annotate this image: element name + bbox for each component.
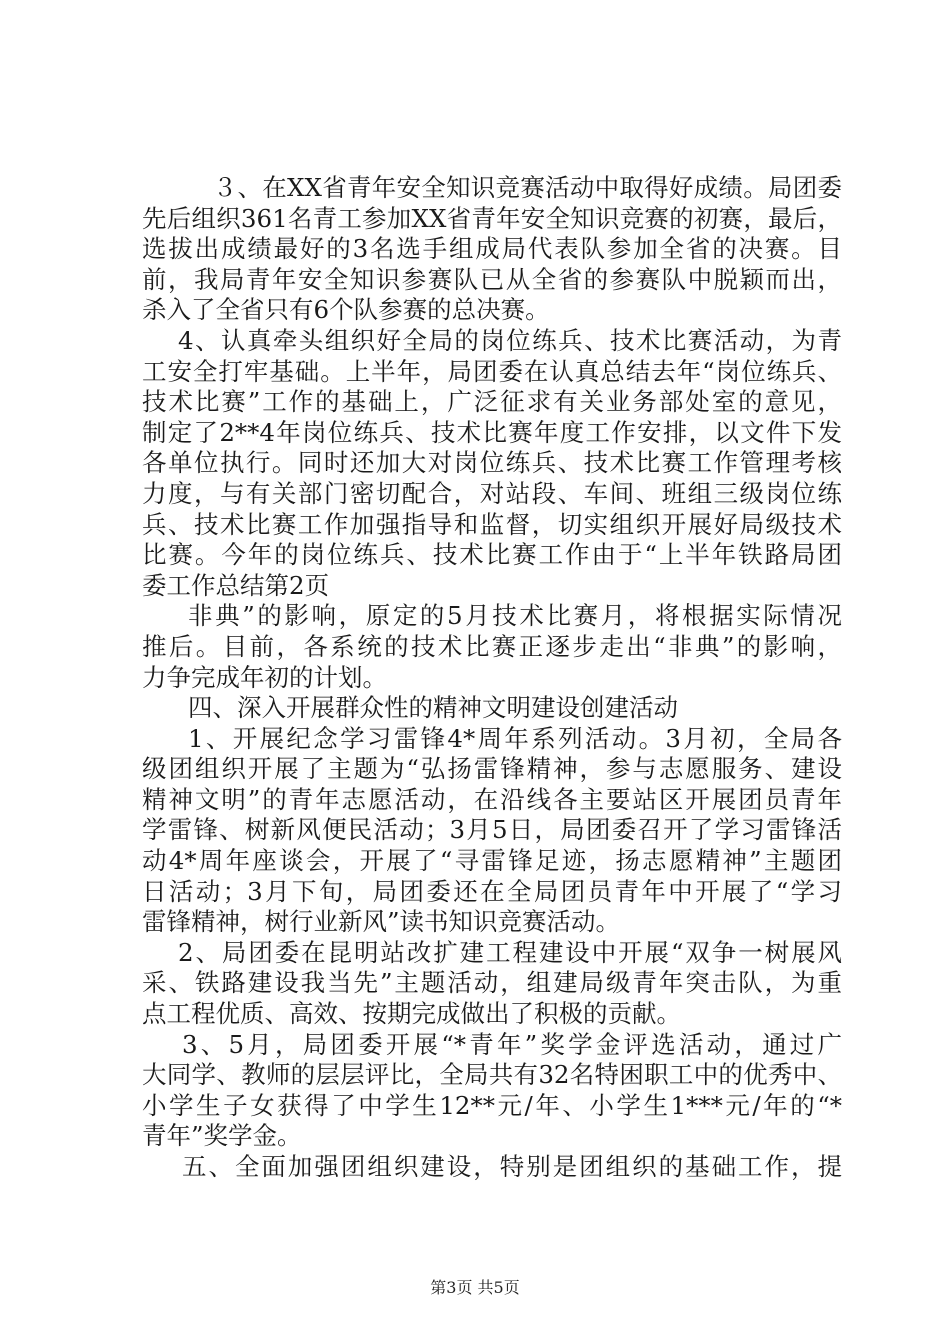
- text-line: 精神文明”的青年志愿活动，在沿线各主要站区开展团员青年: [142, 784, 842, 814]
- text-line: 4、认真牵头组织好全局的岗位练兵、技术比赛活动，为青: [178, 325, 842, 355]
- text-line: 级团组织开展了主题为“弘扬雷锋精神，参与志愿服务、建设: [142, 754, 842, 784]
- text-line: 1、开展纪念学习雷锋4*周年系列活动。3月初，全局各: [188, 723, 842, 753]
- page-footer: 第3页 共5页: [430, 1278, 520, 1297]
- text-line: 杀入了全省只有6个队参赛的总决赛。: [142, 295, 550, 325]
- document-body: [142, 173, 842, 1183]
- text-line: 委工作总结第2页: [142, 570, 330, 600]
- text-line: 制定了2**4年岗位练兵、技术比赛年度工作安排，以文件下发: [142, 417, 842, 447]
- text-line: 力争完成年初的计划。: [142, 662, 387, 692]
- text-line: 青年”奖学金。: [142, 1121, 302, 1151]
- text-line: ３、在XX省青年安全知识竞赛活动中取得好成绩。局团委: [188, 173, 842, 202]
- text-line: 比赛。今年的岗位练兵、技术比赛工作由于“上半年铁路局团: [142, 540, 842, 570]
- text-line: 采、铁路建设我当先”主题活动，组建局级青年突击队，为重: [142, 968, 842, 998]
- text-line: 四、深入开展群众性的精神文明建设创建活动: [188, 693, 678, 723]
- text-line: 大同学、教师的层层评比，全局共有32名特困职工中的优秀中、: [142, 1060, 842, 1090]
- text-line: 前，我局青年安全知识参赛队已从全省的参赛队中脱颖而出，: [142, 264, 842, 294]
- text-line: 兵、技术比赛工作加强指导和监督，切实组织开展好局级技术: [142, 509, 842, 539]
- text-line: 动4*周年座谈会，开展了“寻雷锋足迹，扬志愿精神”主题团: [142, 846, 842, 876]
- text-line: 雷锋精神，树行业新风”读书知识竞赛活动。: [142, 907, 621, 937]
- text-line: 选拔出成绩最好的3名选手组成局代表队参加全省的决赛。目: [142, 234, 842, 264]
- text-line: 学雷锋、树新风便民活动；3月5日，局团委召开了学习雷锋活: [142, 815, 842, 845]
- text-line: 非典”的影响，原定的5月技术比赛月，将根据实际情况: [188, 601, 842, 631]
- text-line: 点工程优质、高效、按期完成做出了积极的贡献。: [142, 999, 681, 1029]
- text-line: 先后组织361名青工参加XX省青年安全知识竞赛的初赛，最后，: [142, 203, 842, 233]
- text-line: 各单位执行。同时还加大对岗位练兵、技术比赛工作管理考核: [142, 448, 842, 478]
- text-line: 2、局团委在昆明站改扩建工程建设中开展“双争一树展风: [178, 937, 842, 967]
- text-line: 五、全面加强团组织建设，特别是团组织的基础工作，提: [182, 1152, 842, 1181]
- text-line: 力度，与有关部门密切配合，对站段、车间、班组三级岗位练: [142, 478, 842, 508]
- text-line: 推后。目前，各系统的技术比赛正逐步走出“非典”的影响，: [142, 631, 842, 661]
- text-line: 日活动；3月下旬，局团委还在全局团员青年中开展了“学习: [142, 876, 842, 906]
- text-line: 小学生子女获得了中学生12**元/年、小学生1***元/年的“*: [142, 1090, 842, 1120]
- text-line: 工安全打牢基础。上半年，局团委在认真总结去年“岗位练兵、: [142, 356, 842, 386]
- text-line: 3、5月，局团委开展“*青年”奖学金评选活动，通过广: [182, 1029, 842, 1059]
- text-line: 技术比赛”工作的基础上，广泛征求有关业务部处室的意见，: [142, 387, 842, 417]
